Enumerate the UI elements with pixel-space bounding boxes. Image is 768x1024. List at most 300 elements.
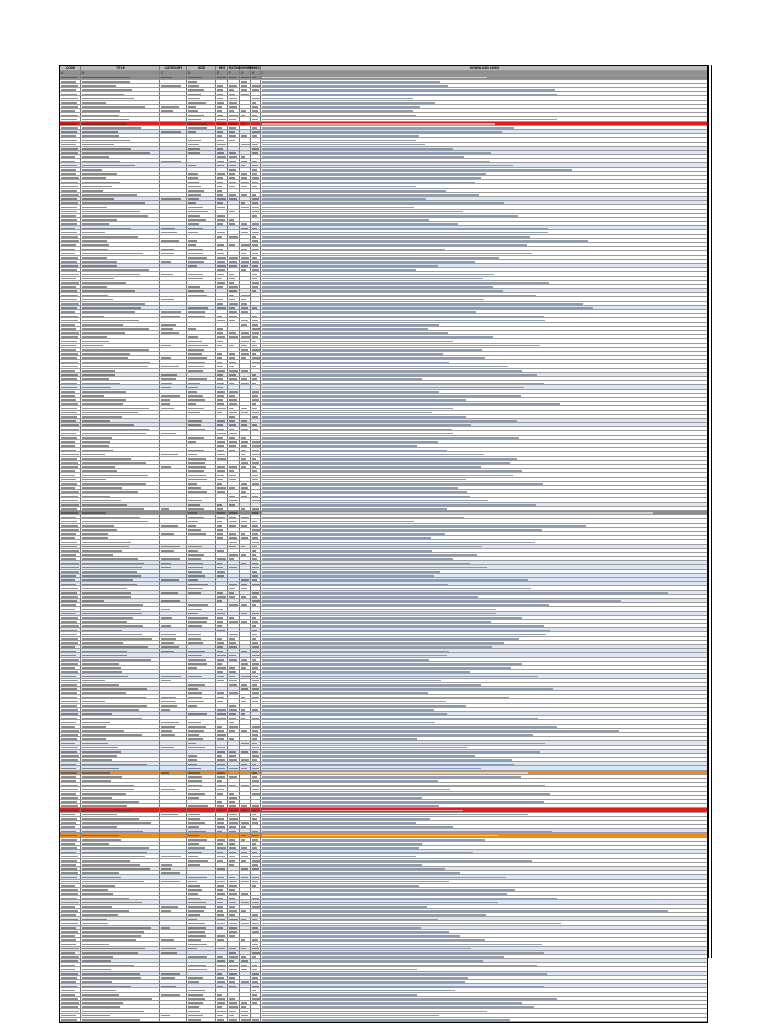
link-text[interactable] [262,973,547,975]
cell-download-link[interactable] [261,214,707,217]
link-text[interactable] [262,450,447,452]
header-code[interactable]: CODE [60,66,81,70]
link-text[interactable] [262,697,509,699]
cell-download-link[interactable] [261,787,707,790]
cell-download-link[interactable] [261,850,707,853]
cell-download-link[interactable] [261,147,707,150]
cell-download-link[interactable] [261,926,707,929]
header-res[interactable]: RES [216,66,228,70]
link-text[interactable] [262,759,512,761]
link-text[interactable] [262,994,417,996]
cell-download-link[interactable] [261,452,707,455]
link-text[interactable] [262,295,536,297]
link-text[interactable] [262,408,453,410]
cell-download-link[interactable] [261,373,707,376]
link-text[interactable] [262,274,494,276]
link-text[interactable] [262,868,445,870]
link-text[interactable] [262,835,498,837]
link-text[interactable] [262,923,561,925]
link-text[interactable] [262,596,478,598]
link-text[interactable] [262,956,504,958]
link-text[interactable] [262,353,443,355]
cell-download-link[interactable] [261,444,707,447]
cell-download-link[interactable] [261,670,707,673]
link-text[interactable] [262,521,414,523]
cell-download-link[interactable] [261,658,707,661]
link-text[interactable] [262,391,439,393]
cell-download-link[interactable] [261,390,707,393]
link-text[interactable] [262,676,538,678]
link-text[interactable] [262,378,422,380]
cell-download-link[interactable] [261,364,707,367]
cell-download-link[interactable] [261,356,707,359]
cell-download-link[interactable] [261,172,707,175]
link-text[interactable] [262,470,522,472]
link-text[interactable] [262,311,476,313]
link-text[interactable] [262,625,544,627]
link-text[interactable] [262,366,508,368]
link-text[interactable] [262,500,488,502]
link-text[interactable] [262,508,447,510]
header-category[interactable]: CATEGORY [160,66,187,70]
header-size[interactable]: SIZE [187,66,216,70]
cell-download-link[interactable] [261,415,707,418]
link-text[interactable] [262,898,557,900]
cell-download-link[interactable] [261,574,707,577]
link-text[interactable] [262,776,521,778]
cell-download-link[interactable] [261,256,707,259]
link-text[interactable] [262,454,484,456]
link-text[interactable] [262,324,439,326]
link-text[interactable] [262,278,483,280]
cell-download-link[interactable] [261,457,707,460]
link-text[interactable] [262,600,621,602]
cell-download-link[interactable] [261,293,707,296]
cell-download-link[interactable] [261,302,707,305]
link-text[interactable] [262,889,515,891]
cell-download-link[interactable] [261,737,707,740]
cell-download-link[interactable] [261,184,707,187]
cell-download-link[interactable] [261,565,707,568]
link-text[interactable] [262,554,477,556]
link-text[interactable] [262,856,416,858]
link-text[interactable] [262,102,435,104]
cell-download-link[interactable] [261,1018,707,1021]
cell-download-link[interactable] [261,637,707,640]
cell-download-link[interactable] [261,934,707,937]
link-text[interactable] [262,768,481,770]
link-text[interactable] [262,801,544,803]
cell-download-link[interactable] [261,318,707,321]
cell-download-link[interactable] [261,871,707,874]
link-text[interactable] [262,789,450,791]
link-text[interactable] [262,387,524,389]
cell-download-link[interactable] [261,427,707,430]
link-text[interactable] [262,89,555,91]
link-text[interactable] [262,261,475,263]
link-text[interactable] [262,458,517,460]
link-text[interactable] [262,144,425,146]
link-text[interactable] [262,487,458,489]
link-text[interactable] [262,843,422,845]
link-text[interactable] [262,986,544,988]
cell-download-link[interactable] [261,913,707,916]
cell-download-link[interactable] [261,616,707,619]
link-text[interactable] [262,722,435,724]
cell-download-link[interactable] [261,272,707,275]
link-text[interactable] [262,810,463,812]
cell-download-link[interactable] [261,394,707,397]
cell-download-link[interactable] [261,545,707,548]
link-text[interactable] [262,579,528,581]
cell-download-link[interactable] [261,746,707,749]
cell-download-link[interactable] [261,180,707,183]
link-text[interactable] [262,517,464,519]
cell-download-link[interactable] [261,402,707,405]
link-text[interactable] [262,186,416,188]
link-text[interactable] [262,567,487,569]
cell-download-link[interactable] [261,645,707,648]
link-text[interactable] [262,483,543,485]
link-text[interactable] [262,127,514,129]
cell-download-link[interactable] [261,134,707,137]
link-text[interactable] [262,1002,522,1004]
cell-download-link[interactable] [261,260,707,263]
cell-download-link[interactable] [261,808,707,811]
cell-download-link[interactable] [261,155,707,158]
link-text[interactable] [262,403,560,405]
cell-download-link[interactable] [261,955,707,958]
link-text[interactable] [262,169,572,171]
link-text[interactable] [262,747,467,749]
cell-download-link[interactable] [261,1001,707,1004]
link-text[interactable] [262,437,519,439]
cell-download-link[interactable] [261,842,707,845]
link-text[interactable] [262,228,548,230]
cell-download-link[interactable] [261,779,707,782]
link-text[interactable] [262,642,504,644]
cell-download-link[interactable] [261,674,707,677]
link-text[interactable] [262,885,419,887]
header-genre[interactable]: GENRE [241,66,253,70]
link-text[interactable] [262,240,588,242]
link-text[interactable] [262,730,619,732]
link-text[interactable] [262,198,426,200]
link-text[interactable] [262,1019,510,1021]
link-text[interactable] [262,349,482,351]
link-text[interactable] [262,215,518,217]
link-text[interactable] [262,638,519,640]
link-text[interactable] [262,148,453,150]
cell-download-link[interactable] [261,109,707,112]
cell-download-link[interactable] [261,1009,707,1012]
link-text[interactable] [262,948,471,950]
link-text[interactable] [262,253,532,255]
cell-download-link[interactable] [261,360,707,363]
link-text[interactable] [262,839,485,841]
link-text[interactable] [262,546,482,548]
link-text[interactable] [262,852,473,854]
link-text[interactable] [262,893,507,895]
link-text[interactable] [262,445,417,447]
header-download-links[interactable]: DOWNLOAD LINKS [469,66,500,70]
cell-download-link[interactable] [261,900,707,903]
cell-download-link[interactable] [261,323,707,326]
link-text[interactable] [262,960,483,962]
header-rating[interactable]: RATING [229,66,241,70]
link-text[interactable] [262,529,542,531]
cell-download-link[interactable] [261,720,707,723]
link-text[interactable] [262,571,440,573]
link-text[interactable] [262,399,466,401]
link-text[interactable] [262,651,449,653]
cell-download-link[interactable] [261,595,707,598]
cell-download-link[interactable] [261,813,707,816]
link-text[interactable] [262,663,522,665]
link-text[interactable] [262,919,438,921]
link-text[interactable] [262,81,440,83]
cell-download-link[interactable] [261,230,707,233]
cell-download-link[interactable] [261,930,707,933]
link-text[interactable] [262,357,485,359]
link-text[interactable] [262,182,475,184]
cell-download-link[interactable] [261,561,707,564]
cell-download-link[interactable] [261,469,707,472]
cell-download-link[interactable] [261,804,707,807]
cell-download-link[interactable] [261,540,707,543]
cell-download-link[interactable] [261,666,707,669]
link-text[interactable] [262,123,495,125]
cell-download-link[interactable] [261,80,707,83]
link-text[interactable] [262,935,460,937]
cell-download-link[interactable] [261,888,707,891]
cell-download-link[interactable] [261,243,707,246]
cell-download-link[interactable] [261,235,707,238]
link-text[interactable] [262,734,533,736]
right-scroll-column[interactable] [708,65,712,958]
link-text[interactable] [262,793,550,795]
cell-download-link[interactable] [261,377,707,380]
cell-download-link[interactable] [261,536,707,539]
link-text[interactable] [262,550,432,552]
cell-download-link[interactable] [261,431,707,434]
cell-download-link[interactable] [261,586,707,589]
cell-download-link[interactable] [261,498,707,501]
cell-download-link[interactable] [261,524,707,527]
link-text[interactable] [262,98,413,100]
cell-download-link[interactable] [261,683,707,686]
link-text[interactable] [262,914,486,916]
link-text[interactable] [262,374,537,376]
cell-download-link[interactable] [261,1005,707,1008]
link-text[interactable] [262,135,419,137]
link-text[interactable] [262,462,510,464]
cell-download-link[interactable] [261,725,707,728]
link-text[interactable] [262,152,491,154]
link-text[interactable] [262,860,532,862]
cell-download-link[interactable] [261,733,707,736]
link-text[interactable] [262,307,593,309]
cell-download-link[interactable] [261,620,707,623]
link-text[interactable] [262,512,653,514]
cell-download-link[interactable] [261,189,707,192]
cell-download-link[interactable] [261,130,707,133]
link-text[interactable] [262,709,434,711]
cell-download-link[interactable] [261,440,707,443]
link-text[interactable] [262,504,536,506]
link-text[interactable] [262,110,413,112]
cell-download-link[interactable] [261,833,707,836]
cell-download-link[interactable] [261,473,707,476]
cell-download-link[interactable] [261,406,707,409]
cell-download-link[interactable] [261,984,707,987]
cell-download-link[interactable] [261,197,707,200]
link-text[interactable] [262,772,528,774]
link-text[interactable] [262,621,491,623]
cell-download-link[interactable] [261,96,707,99]
cell-download-link[interactable] [261,729,707,732]
cell-download-link[interactable] [261,306,707,309]
link-text[interactable] [262,906,427,908]
cell-download-link[interactable] [261,113,707,116]
link-text[interactable] [262,592,668,594]
link-text[interactable] [262,131,502,133]
link-text[interactable] [262,755,475,757]
cell-download-link[interactable] [261,942,707,945]
link-text[interactable] [262,223,458,225]
link-text[interactable] [262,299,484,301]
link-text[interactable] [262,106,420,108]
cell-download-link[interactable] [261,385,707,388]
cell-download-link[interactable] [261,762,707,765]
link-text[interactable] [262,77,487,79]
link-text[interactable] [262,336,493,338]
cell-download-link[interactable] [261,909,707,912]
link-text[interactable] [262,864,422,866]
link-text[interactable] [262,726,557,728]
cell-download-link[interactable] [261,603,707,606]
link-text[interactable] [262,236,530,238]
link-text[interactable] [262,441,438,443]
cell-download-link[interactable] [261,339,707,342]
link-text[interactable] [262,688,553,690]
cell-download-link[interactable] [261,792,707,795]
cell-download-link[interactable] [261,92,707,95]
cell-download-link[interactable] [261,285,707,288]
cell-download-link[interactable] [261,411,707,414]
cell-download-link[interactable] [261,105,707,108]
link-text[interactable] [262,466,481,468]
cell-download-link[interactable] [261,796,707,799]
cell-download-link[interactable] [261,972,707,975]
link-text[interactable] [262,701,446,703]
link-text[interactable] [262,177,481,179]
cell-download-link[interactable] [261,331,707,334]
cell-download-link[interactable] [261,310,707,313]
link-text[interactable] [262,1011,487,1013]
link-text[interactable] [262,412,432,414]
cell-download-link[interactable] [261,741,707,744]
cell-download-link[interactable] [261,699,707,702]
cell-download-link[interactable] [261,959,707,962]
cell-download-link[interactable] [261,327,707,330]
cell-download-link[interactable] [261,122,707,125]
cell-download-link[interactable] [261,679,707,682]
link-text[interactable] [262,847,419,849]
cell-download-link[interactable] [261,628,707,631]
cell-download-link[interactable] [261,264,707,267]
link-text[interactable] [262,805,439,807]
cell-download-link[interactable] [261,348,707,351]
cell-download-link[interactable] [261,151,707,154]
link-text[interactable] [262,952,544,954]
link-text[interactable] [262,542,535,544]
cell-download-link[interactable] [261,76,707,79]
cell-download-link[interactable] [261,921,707,924]
cell-download-link[interactable] [261,277,707,280]
link-text[interactable] [262,818,430,820]
link-text[interactable] [262,341,453,343]
cell-download-link[interactable] [261,247,707,250]
cell-download-link[interactable] [261,867,707,870]
cell-download-link[interactable] [261,226,707,229]
cell-download-link[interactable] [261,754,707,757]
cell-download-link[interactable] [261,896,707,899]
cell-download-link[interactable] [261,582,707,585]
link-text[interactable] [262,537,431,539]
link-text[interactable] [262,659,429,661]
cell-download-link[interactable] [261,436,707,439]
cell-download-link[interactable] [261,218,707,221]
cell-download-link[interactable] [261,704,707,707]
link-text[interactable] [262,630,550,632]
cell-download-link[interactable] [261,649,707,652]
cell-download-link[interactable] [261,205,707,208]
cell-download-link[interactable] [261,829,707,832]
link-text[interactable] [262,332,448,334]
cell-download-link[interactable] [261,632,707,635]
link-text[interactable] [262,713,447,715]
link-text[interactable] [262,558,453,560]
link-text[interactable] [262,383,544,385]
cell-download-link[interactable] [261,947,707,950]
link-text[interactable] [262,881,449,883]
cell-download-link[interactable] [261,846,707,849]
cell-download-link[interactable] [261,138,707,141]
cell-download-link[interactable] [261,465,707,468]
cell-download-link[interactable] [261,951,707,954]
link-text[interactable] [262,244,527,246]
cell-download-link[interactable] [261,884,707,887]
link-text[interactable] [262,156,464,158]
cell-download-link[interactable] [261,511,707,514]
link-text[interactable] [262,831,552,833]
cell-download-link[interactable] [261,570,707,573]
link-text[interactable] [262,584,448,586]
link-text[interactable] [262,416,466,418]
cell-download-link[interactable] [261,268,707,271]
link-text[interactable] [262,944,542,946]
link-text[interactable] [262,362,449,364]
link-text[interactable] [262,902,498,904]
cell-download-link[interactable] [261,344,707,347]
link-text[interactable] [262,232,548,234]
cell-download-link[interactable] [261,766,707,769]
link-text[interactable] [262,303,583,305]
cell-download-link[interactable] [261,461,707,464]
link-text[interactable] [262,1006,534,1008]
cell-download-link[interactable] [261,478,707,481]
